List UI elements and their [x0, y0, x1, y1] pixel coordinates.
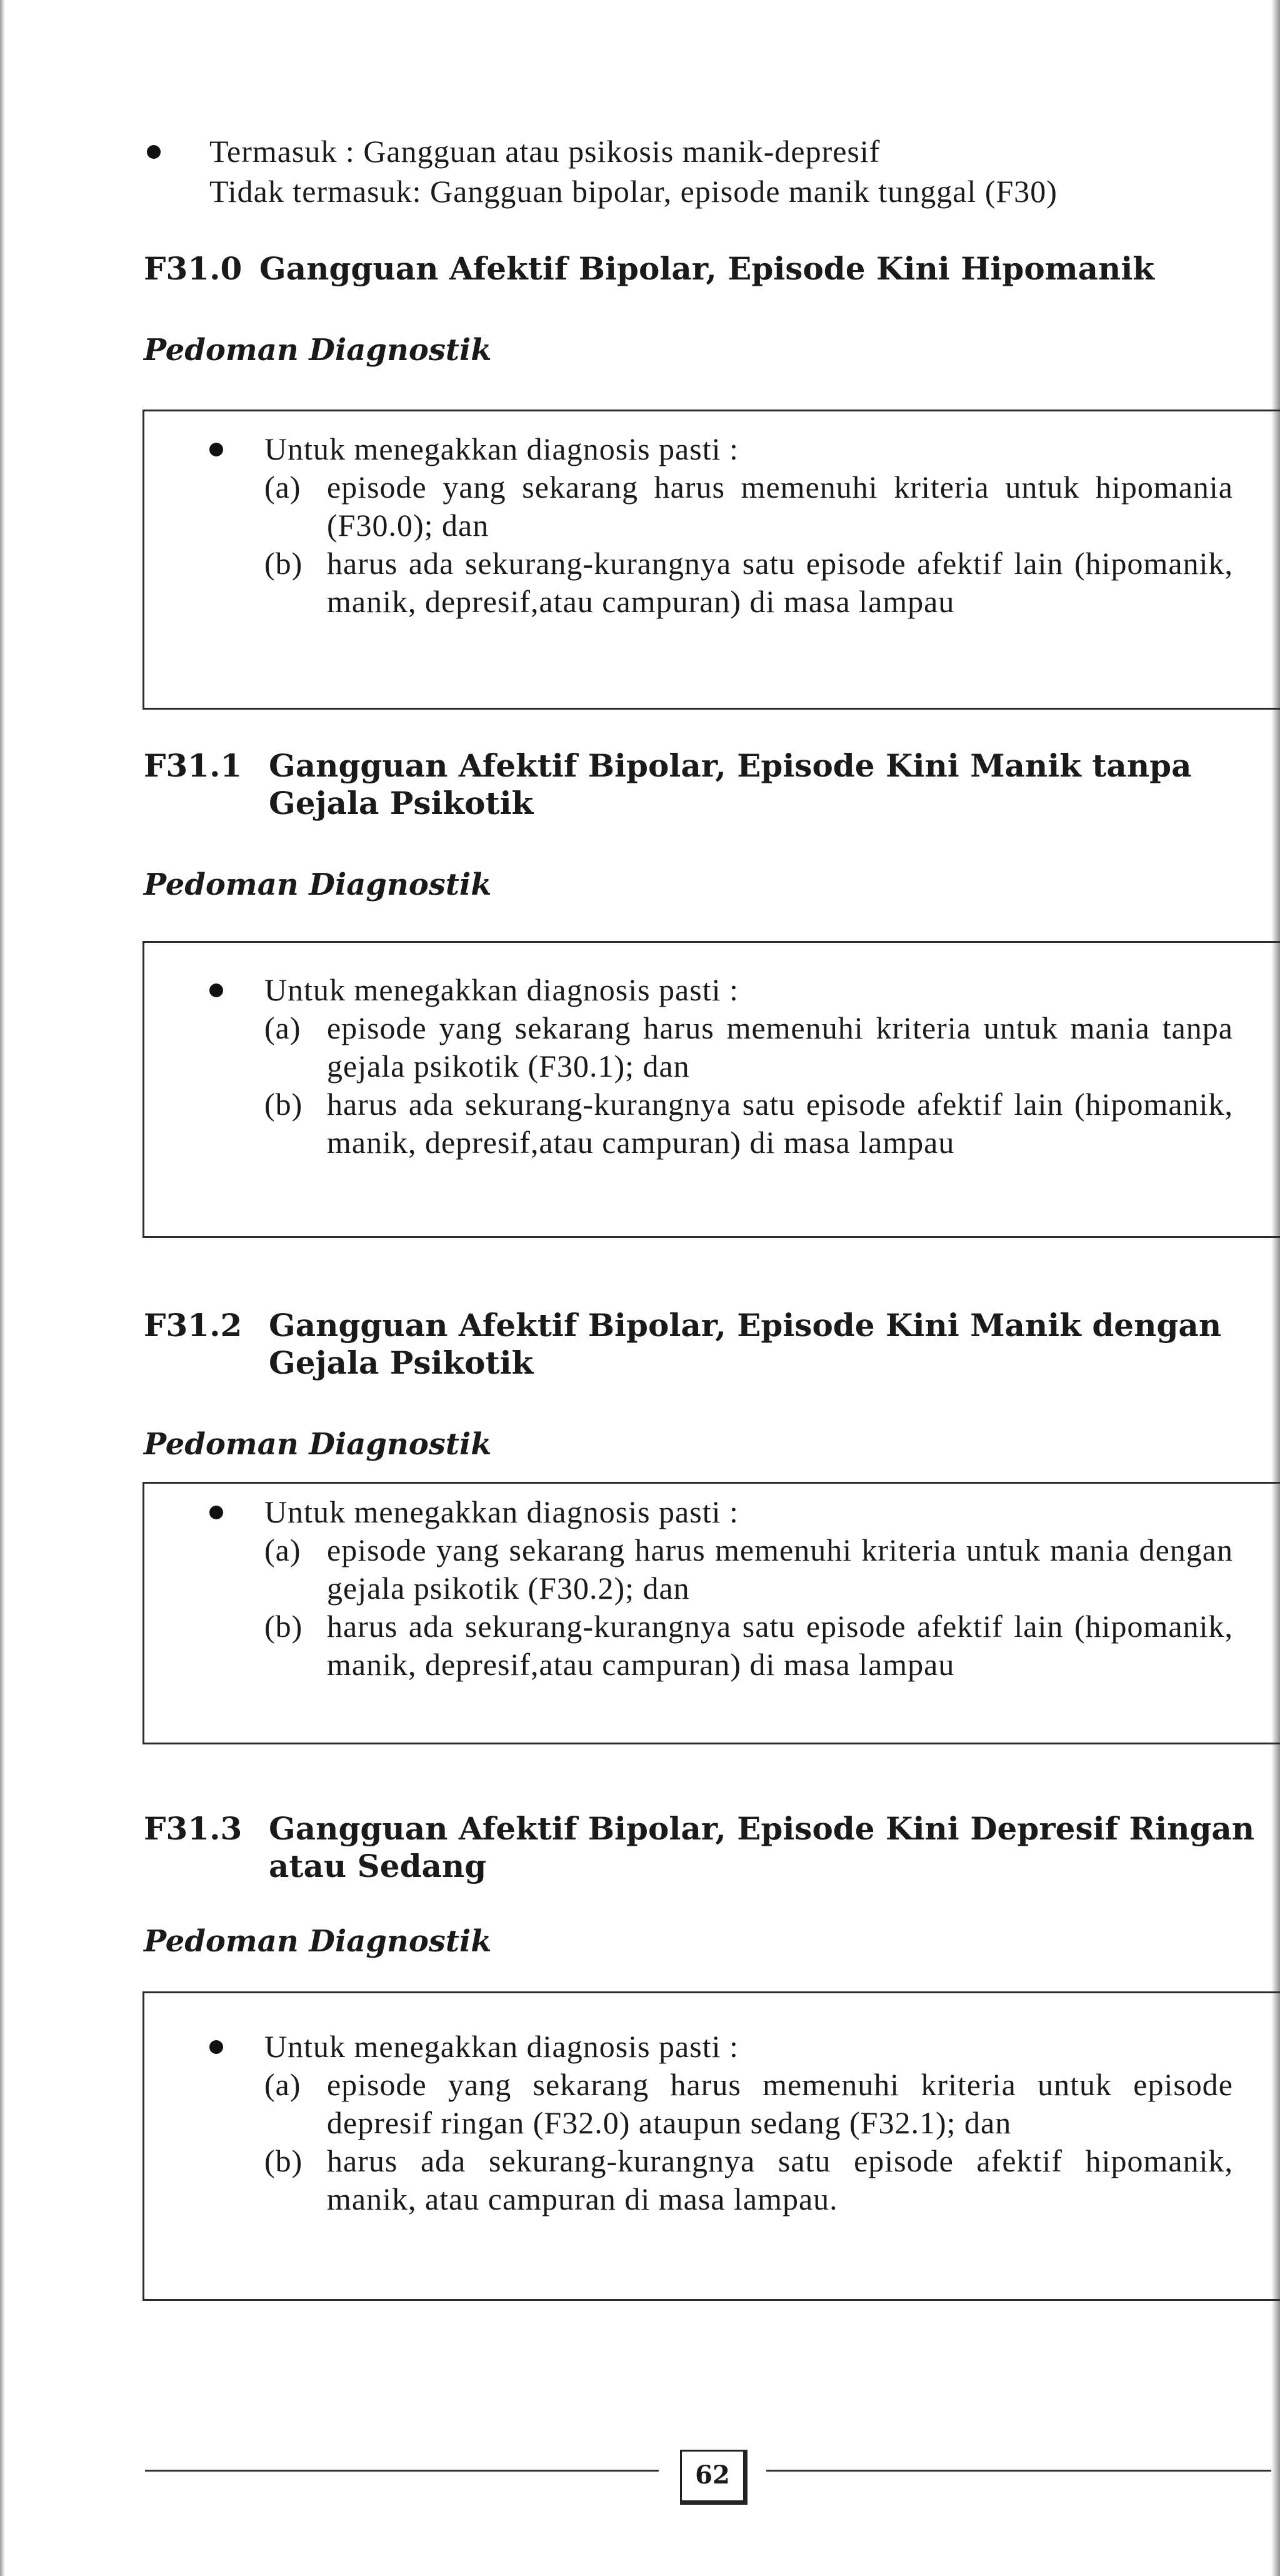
intro-includes: Termasuk : Gangguan atau psikosis manik-depresif [209, 134, 881, 169]
criteria-content [202, 971, 1233, 1162]
footer-rule-left [145, 2470, 659, 2472]
criteria-box-f31-1 [142, 941, 1280, 1238]
criteria-item [264, 2142, 1233, 2218]
criteria-item [264, 1085, 1233, 1162]
criteria-lead: Untuk menegakkan diagnosis pasti : [264, 1494, 739, 1529]
section-title-line: Gangguan Afektif Bipolar, Episode Kini Depresif Ringan [269, 1810, 1255, 1847]
criteria-box-f31-0 [142, 410, 1280, 710]
section-code: F31.3 [144, 1810, 242, 1847]
criteria-item [264, 468, 1233, 545]
page-number: 62 [680, 2450, 748, 2505]
intro-bullet [147, 131, 1278, 211]
section-subtitle: Pedoman Diagnostik [144, 1924, 492, 1959]
item-label: (a) [264, 470, 301, 505]
section-code: F31.1 [144, 747, 242, 784]
section-title-line: Gejala Psikotik [269, 1344, 534, 1381]
section-heading-f31-2 [144, 1307, 1278, 1382]
item-label: (a) [264, 1010, 301, 1045]
section-subtitle: Pedoman Diagnostik [144, 333, 492, 368]
criteria-content [202, 2028, 1233, 2218]
item-text: episode yang sekarang harus memenuhi kriteria untuk mania tanpa gejala psikotik (F30.1); dan [327, 1010, 1233, 1084]
section-title-line: Gangguan Afektif Bipolar, Episode Kini Hipomanik [259, 250, 1155, 287]
criteria-lead: Untuk menegakkan diagnosis pasti : [264, 2029, 739, 2064]
item-label: (b) [264, 1087, 303, 1122]
criteria-lead: Untuk menegakkan diagnosis pasti : [264, 431, 739, 466]
bullet-icon [209, 984, 223, 997]
criteria-item [264, 1531, 1233, 1607]
item-label: (a) [264, 2067, 301, 2102]
section-title-line: Gangguan Afektif Bipolar, Episode Kini Manik dengan [269, 1307, 1222, 1344]
item-text: harus ada sekurang-kurangnya satu episode afektif lain (hipomanik, manik, depresif,atau campuran) di masa lampau [327, 546, 1233, 619]
criteria-lead: Untuk menegakkan diagnosis pasti : [264, 972, 739, 1007]
item-label: (a) [264, 1532, 301, 1567]
section-code: F31.2 [144, 1307, 242, 1344]
criteria-item [264, 545, 1233, 621]
item-label: (b) [264, 1609, 303, 1644]
criteria-box-f31-2 [142, 1482, 1280, 1744]
section-code: F31.0 [144, 250, 242, 287]
item-label: (b) [264, 2143, 303, 2178]
section-heading-f31-1 [144, 747, 1278, 822]
intro-excludes: Tidak termasuk: Gangguan bipolar, episode manik tunggal (F30) [209, 174, 1058, 209]
section-subtitle: Pedoman Diagnostik [144, 1427, 492, 1462]
item-text: harus ada sekurang-kurangnya satu episode afektif lain (hipomanik, manik, depresif,atau campuran) di masa lampau [327, 1609, 1233, 1682]
section-heading-f31-3 [144, 1810, 1278, 1885]
section-title-line: Gangguan Afektif Bipolar, Episode Kini Manik tanpa [269, 747, 1192, 784]
criteria-box-f31-3 [142, 1991, 1280, 2301]
item-text: episode yang sekarang harus memenuhi kriteria untuk hipomania (F30.0); dan [327, 470, 1233, 543]
section-subtitle: Pedoman Diagnostik [144, 867, 492, 902]
bullet-icon [209, 443, 223, 456]
page-edge-left [0, 0, 5, 2576]
bullet-icon [209, 2040, 223, 2054]
item-text: episode yang sekarang harus memenuhi kriteria untuk mania dengan gejala psikotik (F30.2); dan [327, 1532, 1233, 1606]
item-text: episode yang sekarang harus memenuhi kriteria untuk episode depresif ringan (F32.0) ataupun sedang (F32.1); dan [327, 2067, 1233, 2140]
section-title-line: atau Sedang [269, 1848, 487, 1884]
footer-rule-right [766, 2470, 1271, 2472]
criteria-content [202, 1493, 1233, 1684]
criteria-content [202, 430, 1233, 621]
item-label: (b) [264, 546, 303, 581]
criteria-item [264, 2066, 1233, 2142]
section-title-line: Gejala Psikotik [269, 785, 534, 822]
bullet-icon [147, 145, 161, 159]
bullet-icon [209, 1506, 223, 1519]
item-text: harus ada sekurang-kurangnya satu episode afektif lain (hipomanik, manik, depresif,atau campuran) di masa lampau [327, 1087, 1233, 1160]
criteria-item [264, 1607, 1233, 1684]
item-text: harus ada sekurang-kurangnya satu episode afektif hipomanik, manik, atau campuran di masa lampau. [327, 2143, 1233, 2216]
criteria-item [264, 1009, 1233, 1085]
